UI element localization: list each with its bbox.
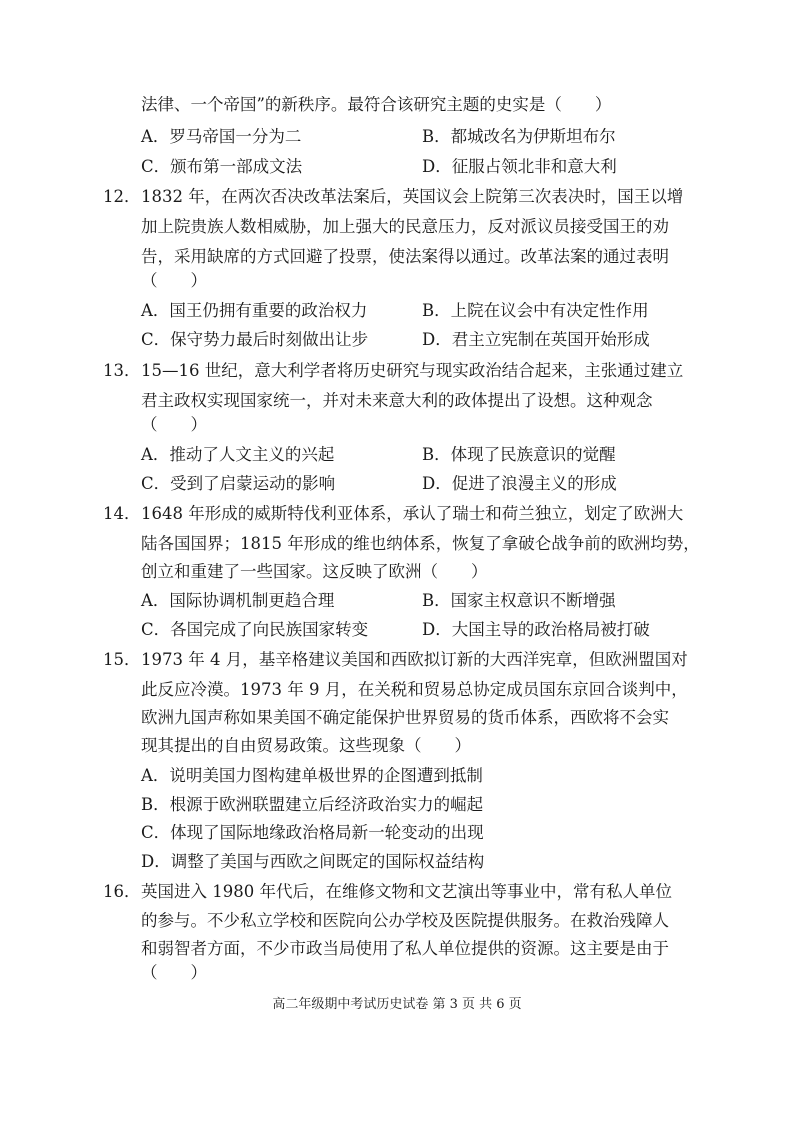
q15-option-d: D．调整了美国与西欧之间既定的国际权益结构 [141, 852, 485, 871]
q15-stem-line: 欧洲九国声称如果美国不确定能保护世界贸易的货币体系，西欧将不会实 [141, 708, 669, 727]
q11-stem-line: 法律、一个帝国”的新秩序。最符合该研究主题的史实是（ ） [141, 95, 612, 114]
q12-option-c: C．保守势力最后时刻做出让步 [141, 330, 369, 349]
q15-stem-line: 现其提出的自由贸易政策。这些现象（ ） [141, 736, 471, 755]
q11-option-a: A．罗马帝国一分为二 [141, 127, 302, 146]
q15-option-a: A．说明美国力图构建单极世界的企图遭到抵制 [141, 766, 483, 785]
q13-stem-line: 15—16 世纪，意大利学者将历史研究与现实政治结合起来，主张通过建立 [141, 361, 684, 380]
q13-number: 13． [103, 361, 141, 380]
q12-number: 12． [103, 187, 141, 206]
q13-option-c: C．受到了启蒙运动的影响 [141, 474, 336, 493]
q16-stem-line: 的参与。不少私立学校和医院向公办学校及医院提供服务。在救治残障人 [141, 911, 669, 930]
q14-number: 14． [103, 504, 141, 523]
q16-stem-line: 和弱智者方面，不少市政当局使用了私人单位提供的资源。这主要是由于 [141, 939, 669, 958]
page-footer: 高二年级期中考试历史试卷 第 3 页 共 6 页 [272, 997, 522, 1012]
q11-option-d: D．征服占领北非和意大利 [422, 157, 617, 176]
q13-stem-line: 君主政权实现国家统一，并对未来意大利的政体提出了设想。这种观念 [141, 391, 653, 410]
q15-stem-line: 此反应冷漠。1973 年 9 月，在关税和贸易总协定成员国东京回合谈判中， [141, 680, 688, 699]
q13-option-d: D．促进了浪漫主义的形成 [422, 474, 617, 493]
q13-answer-blank: （ ） [141, 415, 207, 434]
q12-option-b: B．上院在议会中有决定性作用 [422, 301, 649, 320]
q13-option-a: A．推动了人文主义的兴起 [141, 445, 335, 464]
q14-stem-line: 陆各国国界；1815 年形成的维也纳体系，恢复了拿破仑战争前的欧洲均势， [141, 534, 700, 553]
q14-stem-line: 1648 年形成的威斯特伐利亚体系，承认了瑞士和荷兰独立，划定了欧洲大 [141, 504, 684, 523]
q14-option-a: A．国际协调机制更趋合理 [141, 591, 335, 610]
q12-stem-line: 1832 年，在两次否决改革法案后，英国议会上院第三次表决时，国王以增 [141, 187, 684, 206]
q15-option-b: B．根源于欧洲联盟建立后经济政治实力的崛起 [141, 795, 484, 814]
q14-stem-line: 创立和重建了一些国家。这反映了欧洲（ ） [141, 562, 488, 581]
q11-option-b: B．都城改名为伊斯坦布尔 [422, 127, 616, 146]
q16-answer-blank: （ ） [141, 963, 207, 982]
q12-option-a: A．国王仍拥有重要的政治权力 [141, 301, 368, 320]
q13-option-b: B．体现了民族意识的觉醒 [422, 445, 616, 464]
q16-number: 16． [103, 882, 141, 901]
q11-option-c: C．颁布第一部成文法 [141, 157, 303, 176]
q12-stem-line: 加上院贵族人数相威胁，加上强大的民意压力，反对派议员接受国王的劝 [141, 217, 669, 236]
q15-number: 15． [103, 650, 141, 669]
q16-stem-line: 英国进入 1980 年代后，在维修文物和文艺演出等事业中，常有私人单位 [141, 882, 672, 901]
q15-option-c: C．体现了国际地缘政治格局新一轮变动的出现 [141, 823, 484, 842]
q15-stem-line: 1973 年 4 月，基辛格建议美国和西欧拟订新的大西洋宪章，但欧洲盟国对 [141, 650, 688, 669]
q12-answer-blank: （ ） [141, 271, 207, 290]
q12-stem-line: 告，采用缺席的方式回避了投票，使法案得以通过。改革法案的通过表明 [141, 247, 669, 266]
q14-option-c: C．各国完成了向民族国家转变 [141, 620, 369, 639]
q14-option-d: D．大国主导的政治格局被打破 [422, 620, 650, 639]
q14-option-b: B．国家主权意识不断增强 [422, 591, 616, 610]
q12-option-d: D．君主立宪制在英国开始形成 [422, 330, 650, 349]
